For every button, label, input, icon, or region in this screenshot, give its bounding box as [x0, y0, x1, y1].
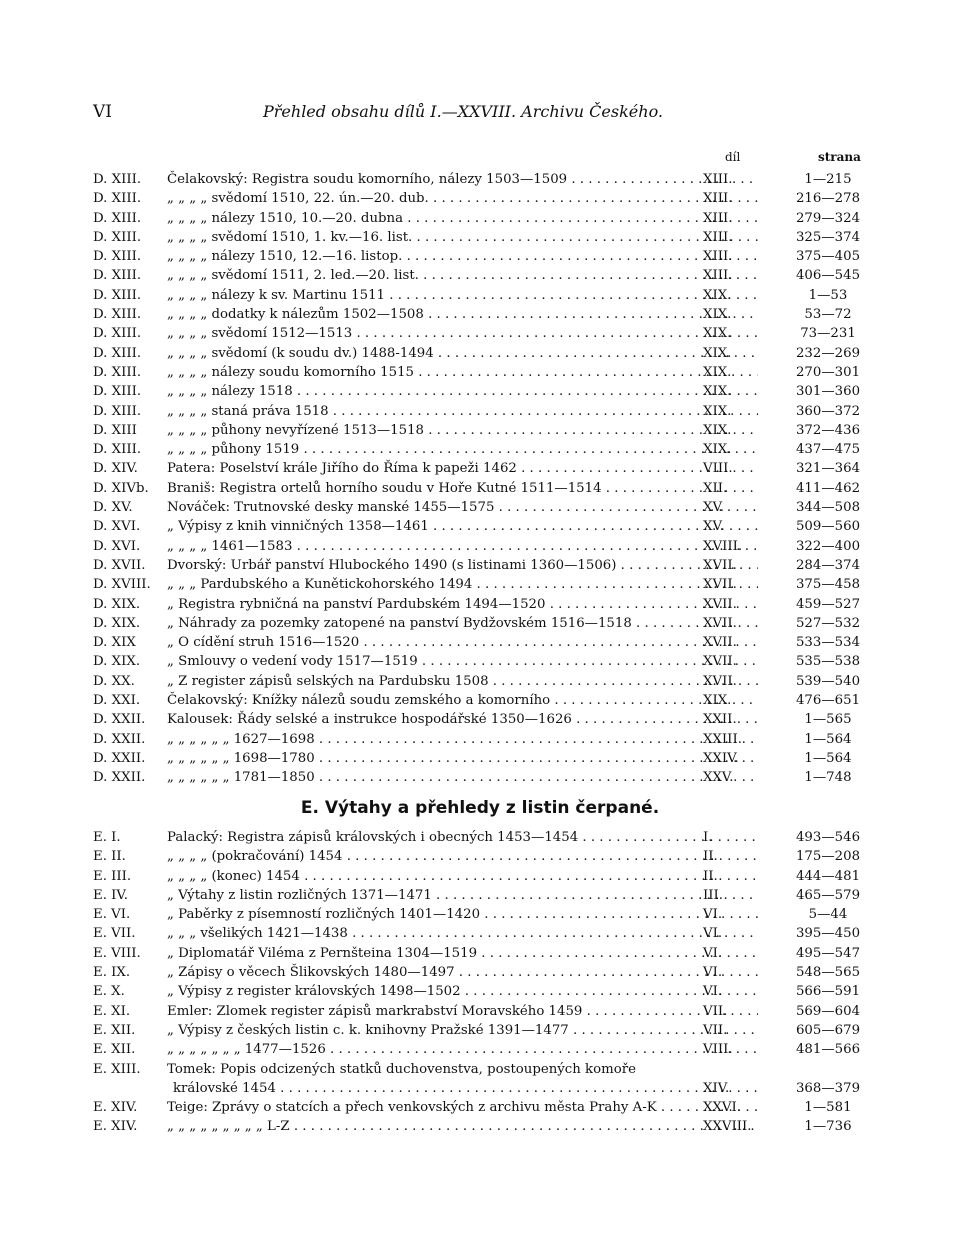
list-item — [93, 710, 868, 729]
entry-title: „ „ „ Pardubského a Kunětickohorského 1494 . . . — [167, 575, 758, 594]
list-item — [93, 595, 868, 614]
entry-volume: VIII. — [703, 461, 733, 477]
entry-volume: III. — [703, 887, 723, 903]
entry-volume: XXV. — [703, 770, 734, 786]
entry-volume: VII. — [703, 1003, 728, 1019]
running-title: Přehled obsahu dílů I.—XXVIII. Archivu Českého. — [263, 102, 664, 121]
entry-label: D. XX. — [93, 673, 135, 689]
entry-label: D. XIII. — [93, 191, 142, 207]
list-item — [93, 672, 868, 691]
list-item — [93, 905, 868, 924]
entry-volume: XVII. — [703, 557, 737, 573]
entry-label: D. XIII. — [93, 229, 142, 245]
entry-pages: 411—462 — [795, 480, 861, 496]
list-item — [93, 247, 868, 266]
entry-label: E. IV. — [93, 887, 128, 903]
entry-label: D. XIII. — [93, 268, 142, 284]
entry-pages: 175—208 — [795, 849, 861, 865]
entry-volume: XIX. — [703, 287, 732, 303]
entry-label: D. XXII. — [93, 712, 146, 728]
entry-volume: XIII. — [703, 268, 733, 284]
section-e-title: E. Výtahy a přehledy z listin čerpané. — [300, 798, 660, 818]
entry-pages: 301—360 — [795, 384, 861, 400]
entry-volume: XIX. — [703, 364, 732, 380]
entry-volume: XIX. — [703, 403, 732, 419]
entry-pages: 548—565 — [795, 965, 861, 981]
entry-title: „ Výpisy z knih vinničných 1358—1461 . . . — [167, 517, 758, 536]
entry-volume: VII. — [703, 1022, 728, 1038]
list-item — [93, 768, 868, 787]
entry-title: „ „ „ „ „ „ 1627—1698 . . . — [167, 730, 758, 749]
entry-volume: XIII. — [703, 229, 733, 245]
entry-pages: 535—538 — [795, 654, 861, 670]
list-item — [93, 1021, 868, 1040]
entry-volume: XVII. — [703, 673, 737, 689]
entry-title: „ „ „ „ „ „ 1781—1850 . . . — [167, 768, 758, 787]
entry-volume: VI. — [703, 926, 723, 942]
list-item — [93, 382, 868, 401]
entry-title: „ Paběrky z písemností rozličných 1401—1420 . . . — [167, 905, 758, 924]
entry-volume: II. — [703, 868, 718, 884]
entry-label: E. XII. — [93, 1022, 136, 1038]
entry-label: E. VI. — [93, 907, 131, 923]
entry-label: E. XIV. — [93, 1100, 138, 1116]
entry-volume: XIX. — [703, 345, 732, 361]
entry-label: D. XIII. — [93, 345, 142, 361]
page-number: VI — [93, 102, 112, 122]
pages-column-heading: strana — [818, 150, 861, 164]
list-item — [93, 170, 868, 189]
entry-volume: II. — [703, 849, 718, 865]
entry-pages: 395—450 — [795, 926, 861, 942]
list-item — [93, 614, 868, 633]
entry-pages: 270—301 — [795, 364, 861, 380]
section-e-list — [93, 828, 868, 1137]
entry-volume: XIX. — [703, 422, 732, 438]
entry-title: „ Zápisy o věcech Šlikovských 1480—1497 . . . — [167, 963, 758, 982]
entry-title: Tomek: Popis odcizených statků duchovenstva, postoupených komoře — [167, 1061, 636, 1077]
entry-title: Teige: Zprávy o statcích a přech venkovských z archivu města Prahy A-K . . . — [167, 1098, 758, 1117]
section-d-list — [93, 170, 868, 788]
entry-title: královské 1454 . . . — [173, 1079, 758, 1098]
list-item — [93, 344, 868, 363]
entry-title: „ „ „ „ nálezy 1510, 10.—20. dubna . . . — [167, 209, 758, 228]
entry-title: „ Náhrady za pozemky zatopené na panství Bydžovském 1516—1518 . . . — [167, 614, 758, 633]
entry-volume: XIII. — [703, 210, 733, 226]
entry-title: Kalousek: Řády selské a instrukce hospodářské 1350—1626 . . . — [167, 710, 758, 729]
entry-label: D. XIII. — [93, 287, 142, 303]
entry-label: E. III. — [93, 868, 132, 884]
entry-title: „ Diplomatář Viléma z Pernšteina 1304—1519 . . . — [167, 944, 758, 963]
list-item — [93, 556, 868, 575]
entry-pages: 1—748 — [804, 770, 852, 786]
entry-pages: 368—379 — [795, 1080, 861, 1096]
list-item — [93, 691, 868, 710]
list-item — [93, 402, 868, 421]
entry-label: D. XVIII. — [93, 577, 151, 593]
entry-label: D. XVI. — [93, 538, 141, 554]
entry-label: D. XXI. — [93, 693, 141, 709]
list-item — [93, 963, 868, 982]
entry-label: D. XIX. — [93, 615, 141, 631]
entry-title: „ „ „ „ nálezy 1518 . . . — [167, 382, 758, 401]
list-item — [93, 440, 868, 459]
list-item — [93, 209, 868, 228]
entry-label: D. XIII. — [93, 307, 142, 323]
entry-pages: 539—540 — [795, 673, 861, 689]
entry-title: Patera: Poselství krále Jiřího do Říma k papeži 1462 . . . — [167, 459, 758, 478]
list-item — [93, 982, 868, 1001]
entry-label: E. XIII. — [93, 1061, 141, 1077]
entry-pages: 232—269 — [795, 345, 861, 361]
entry-volume: XIII. — [703, 191, 733, 207]
entry-label: E. II. — [93, 849, 126, 865]
entry-volume: XXVI. — [703, 1100, 742, 1116]
list-item — [93, 867, 868, 886]
entry-pages: 375—405 — [795, 249, 861, 265]
entry-volume: XIX. — [703, 384, 732, 400]
entry-label: D. XIV. — [93, 461, 138, 477]
entry-label: D. XIII. — [93, 403, 142, 419]
entry-pages: 476—651 — [795, 693, 861, 709]
entry-title: „ Výpisy z českých listin c. k. knihovny Pražské 1391—1477 . . . — [167, 1021, 758, 1040]
entry-title: „ Smlouvy o vedení vody 1517—1519 . . . — [167, 652, 758, 671]
entry-title: „ Z register zápisů selských na Pardubsku 1508 . . . — [167, 672, 758, 691]
list-item — [93, 944, 868, 963]
entry-volume: VI. — [703, 984, 723, 1000]
entry-title: „ Registra rybničná na panství Pardubském 1494—1520 . . . — [167, 595, 758, 614]
entry-volume: VI. — [703, 945, 723, 961]
volume-column-heading: díl — [725, 150, 741, 164]
entry-label: E. X. — [93, 984, 125, 1000]
list-item — [93, 847, 868, 866]
entry-label: D. XIX. — [93, 596, 141, 612]
entry-pages: 1—736 — [804, 1119, 852, 1135]
entry-title: Emler: Zlomek register zápisů markrabství Moravského 1459 . . . — [167, 1002, 758, 1021]
list-item — [93, 633, 868, 652]
list-item — [93, 1060, 868, 1079]
list-item — [93, 479, 868, 498]
entry-pages: 495—547 — [795, 945, 861, 961]
entry-pages: 5—44 — [808, 907, 848, 923]
list-item — [93, 228, 868, 247]
entry-volume: XVIII. — [703, 538, 743, 554]
entry-pages: 1—564 — [804, 731, 852, 747]
list-item — [93, 421, 868, 440]
entry-volume: VIII. — [703, 1042, 733, 1058]
entry-title: „ Výpisy z register královských 1498—1502 . . . — [167, 982, 758, 1001]
entry-title: „ „ „ „ svědomí 1512—1513 . . . — [167, 324, 758, 343]
list-item — [93, 1098, 868, 1117]
list-item — [93, 828, 868, 847]
list-item — [93, 730, 868, 749]
entry-title: „ „ „ „ „ „ „ 1477—1526 . . . — [167, 1040, 758, 1059]
running-header — [93, 102, 867, 126]
column-headings — [0, 150, 960, 168]
entry-pages: 321—364 — [795, 461, 861, 477]
entry-title: „ Výtahy z listin rozličných 1371—1471 . . . — [167, 886, 758, 905]
entry-title: „ „ „ „ svědomí 1510, 1. kv.—16. list. . . . — [167, 228, 758, 247]
entry-volume: XII. — [703, 480, 728, 496]
entry-label: D. XIII. — [93, 172, 142, 187]
entry-pages: 344—508 — [795, 500, 861, 516]
entry-volume: XIX. — [703, 326, 732, 342]
entry-title: „ „ „ „ nálezy 1510, 12.—16. listop. . . . — [167, 247, 758, 266]
entry-volume: XIII. — [703, 172, 733, 187]
entry-title: „ „ „ „ dodatky k nálezům 1502—1508 . . . — [167, 305, 758, 324]
entry-pages: 459—527 — [795, 596, 861, 612]
entry-pages: 493—546 — [795, 830, 861, 845]
entry-title: Braniš: Registra ortelů horního soudu v Hoře Kutné 1511—1514 . . . — [167, 479, 758, 498]
entry-label: D. XXII. — [93, 750, 146, 766]
list-item — [93, 517, 868, 536]
entry-pages: 1—565 — [804, 712, 852, 728]
entry-pages: 216—278 — [795, 191, 861, 207]
entry-pages: 406—545 — [795, 268, 861, 284]
list-item — [93, 189, 868, 208]
entry-pages: 360—372 — [795, 403, 861, 419]
entry-title: „ „ „ „ (pokračování) 1454 . . . — [167, 847, 758, 866]
list-item — [93, 749, 868, 768]
entry-pages: 533—534 — [795, 635, 861, 651]
entry-pages: 509—560 — [795, 519, 861, 535]
entry-title: Čelakovský: Registra soudu komorního, nálezy 1503—1509 . . . — [167, 170, 758, 189]
entry-pages: 73—231 — [800, 326, 856, 342]
entry-label: D. XIII. — [93, 384, 142, 400]
entry-title: „ „ „ „ (konec) 1454 . . . — [167, 867, 758, 886]
entry-pages: 325—374 — [795, 229, 861, 245]
entry-title: „ „ „ „ „ „ 1698—1780 . . . — [167, 749, 758, 768]
list-item — [93, 1117, 868, 1136]
list-item — [93, 1002, 868, 1021]
entry-volume: XIV. — [703, 1080, 730, 1096]
entry-title: Palacký: Registra zápisů královských i obecných 1453—1454 . . . — [167, 828, 758, 847]
entry-title: „ „ „ „ nálezy soudu komorního 1515 . . . — [167, 363, 758, 382]
entry-label: E. XI. — [93, 1003, 131, 1019]
entry-volume: VI. — [703, 965, 723, 981]
list-item — [93, 498, 868, 517]
entry-pages: 481—566 — [795, 1042, 861, 1058]
entry-volume: I. — [703, 830, 713, 845]
entry-pages: 437—475 — [795, 442, 861, 458]
entry-label: D. XIII. — [93, 249, 142, 265]
entry-label: E. I. — [93, 830, 121, 845]
list-item — [93, 652, 868, 671]
entry-volume: XXVIII. — [703, 1119, 752, 1135]
entry-title: Nováček: Trutnovské desky manské 1455—1575 . . . — [167, 498, 758, 517]
entry-pages: 605—679 — [795, 1022, 861, 1038]
entry-pages: 372—436 — [795, 422, 861, 438]
entry-title: „ O cídění struh 1516—1520 . . . — [167, 633, 758, 652]
list-item — [93, 1079, 868, 1098]
entry-pages: 1—215 — [804, 172, 852, 187]
entry-label: E. XII. — [93, 1042, 136, 1058]
list-item — [93, 305, 868, 324]
entry-volume: XVII. — [703, 596, 737, 612]
entry-label: D. XVI. — [93, 519, 141, 535]
entry-label: E. IX. — [93, 965, 131, 981]
entry-volume: XIX. — [703, 307, 732, 323]
entry-pages: 566—591 — [795, 984, 861, 1000]
list-item — [93, 459, 868, 478]
list-item — [93, 924, 868, 943]
entry-volume: XVII. — [703, 615, 737, 631]
entry-title: „ „ „ „ svědomí 1510, 22. ún.—20. dub. . . . — [167, 189, 758, 208]
entry-volume: XVII. — [703, 577, 737, 593]
list-item — [93, 363, 868, 382]
entry-pages: 1—564 — [804, 750, 852, 766]
entry-title: „ „ „ „ svědomí 1511, 2. led.—20. list. . . . — [167, 266, 758, 285]
entry-label: D. XIII — [93, 422, 137, 438]
entry-volume: XXIII. — [703, 731, 742, 747]
entry-label: D. XIX. — [93, 654, 141, 670]
entry-volume: XIX. — [703, 442, 732, 458]
list-item — [93, 537, 868, 556]
entry-pages: 279—324 — [795, 210, 861, 226]
entry-label: D. XVII. — [93, 557, 146, 573]
entry-volume: XIII. — [703, 249, 733, 265]
entry-label: D. XV. — [93, 500, 133, 516]
list-item — [93, 886, 868, 905]
entry-volume: XVII. — [703, 654, 737, 670]
entry-label: D. XIII. — [93, 326, 142, 342]
entry-volume: VI. — [703, 907, 723, 923]
entry-volume: XVII. — [703, 635, 737, 651]
entry-label: D. XIII. — [93, 364, 142, 380]
entry-label: D. XIVb. — [93, 480, 149, 496]
entry-pages: 444—481 — [795, 868, 861, 884]
entry-volume: XIX. — [703, 693, 732, 709]
entry-title: Dvorský: Urbář panství Hlubockého 1490 (s listinami 1360—1506) . . . — [167, 556, 758, 575]
list-item — [93, 1040, 868, 1059]
entry-label: D. XIII. — [93, 442, 142, 458]
entry-pages: 375—458 — [795, 577, 861, 593]
entry-label: E. XIV. — [93, 1119, 138, 1135]
list-item — [93, 324, 868, 343]
entry-volume: XV. — [703, 500, 724, 516]
entry-pages: 527—532 — [795, 615, 861, 631]
entry-label: E. VIII. — [93, 945, 141, 961]
entry-pages: 465—579 — [795, 887, 861, 903]
entry-label: D. XIII. — [93, 210, 142, 226]
entry-title: Čelakovský: Knížky nálezů soudu zemského a komorního . . . — [167, 691, 758, 710]
entry-title: „ „ „ „ svědomí (k soudu dv.) 1488-1494 . . . — [167, 344, 758, 363]
entry-title: „ „ „ „ půhony nevyřízené 1513—1518 . . . — [167, 421, 758, 440]
entry-title: „ „ „ „ půhony 1519 . . . — [167, 440, 758, 459]
entry-title: „ „ „ „ „ „ „ „ „ L-Z . . . — [167, 1117, 758, 1136]
entry-label: E. VII. — [93, 926, 136, 942]
entry-label: D. XIX — [93, 635, 136, 651]
entry-title: „ „ „ „ nálezy k sv. Martinu 1511 . . . — [167, 286, 758, 305]
entry-pages: 284—374 — [795, 557, 861, 573]
entry-label: D. XXII. — [93, 731, 146, 747]
entry-volume: XV. — [703, 519, 724, 535]
list-item — [93, 266, 868, 285]
entry-pages: 569—604 — [795, 1003, 861, 1019]
list-item — [93, 575, 868, 594]
entry-title: „ „ „ „ 1461—1583 . . . — [167, 537, 758, 556]
entry-pages: 322—400 — [795, 538, 861, 554]
entry-title: „ „ „ „ staná práva 1518 . . . — [167, 402, 758, 421]
entry-pages: 53—72 — [804, 307, 852, 323]
entry-title: „ „ „ všelikých 1421—1438 . . . — [167, 924, 758, 943]
entry-volume: XXIV. — [703, 750, 739, 766]
list-item — [93, 286, 868, 305]
entry-pages: 1—53 — [808, 287, 848, 303]
entry-label: D. XXII. — [93, 770, 146, 786]
entry-volume: XXII. — [703, 712, 737, 728]
entry-pages: 1—581 — [804, 1100, 852, 1116]
